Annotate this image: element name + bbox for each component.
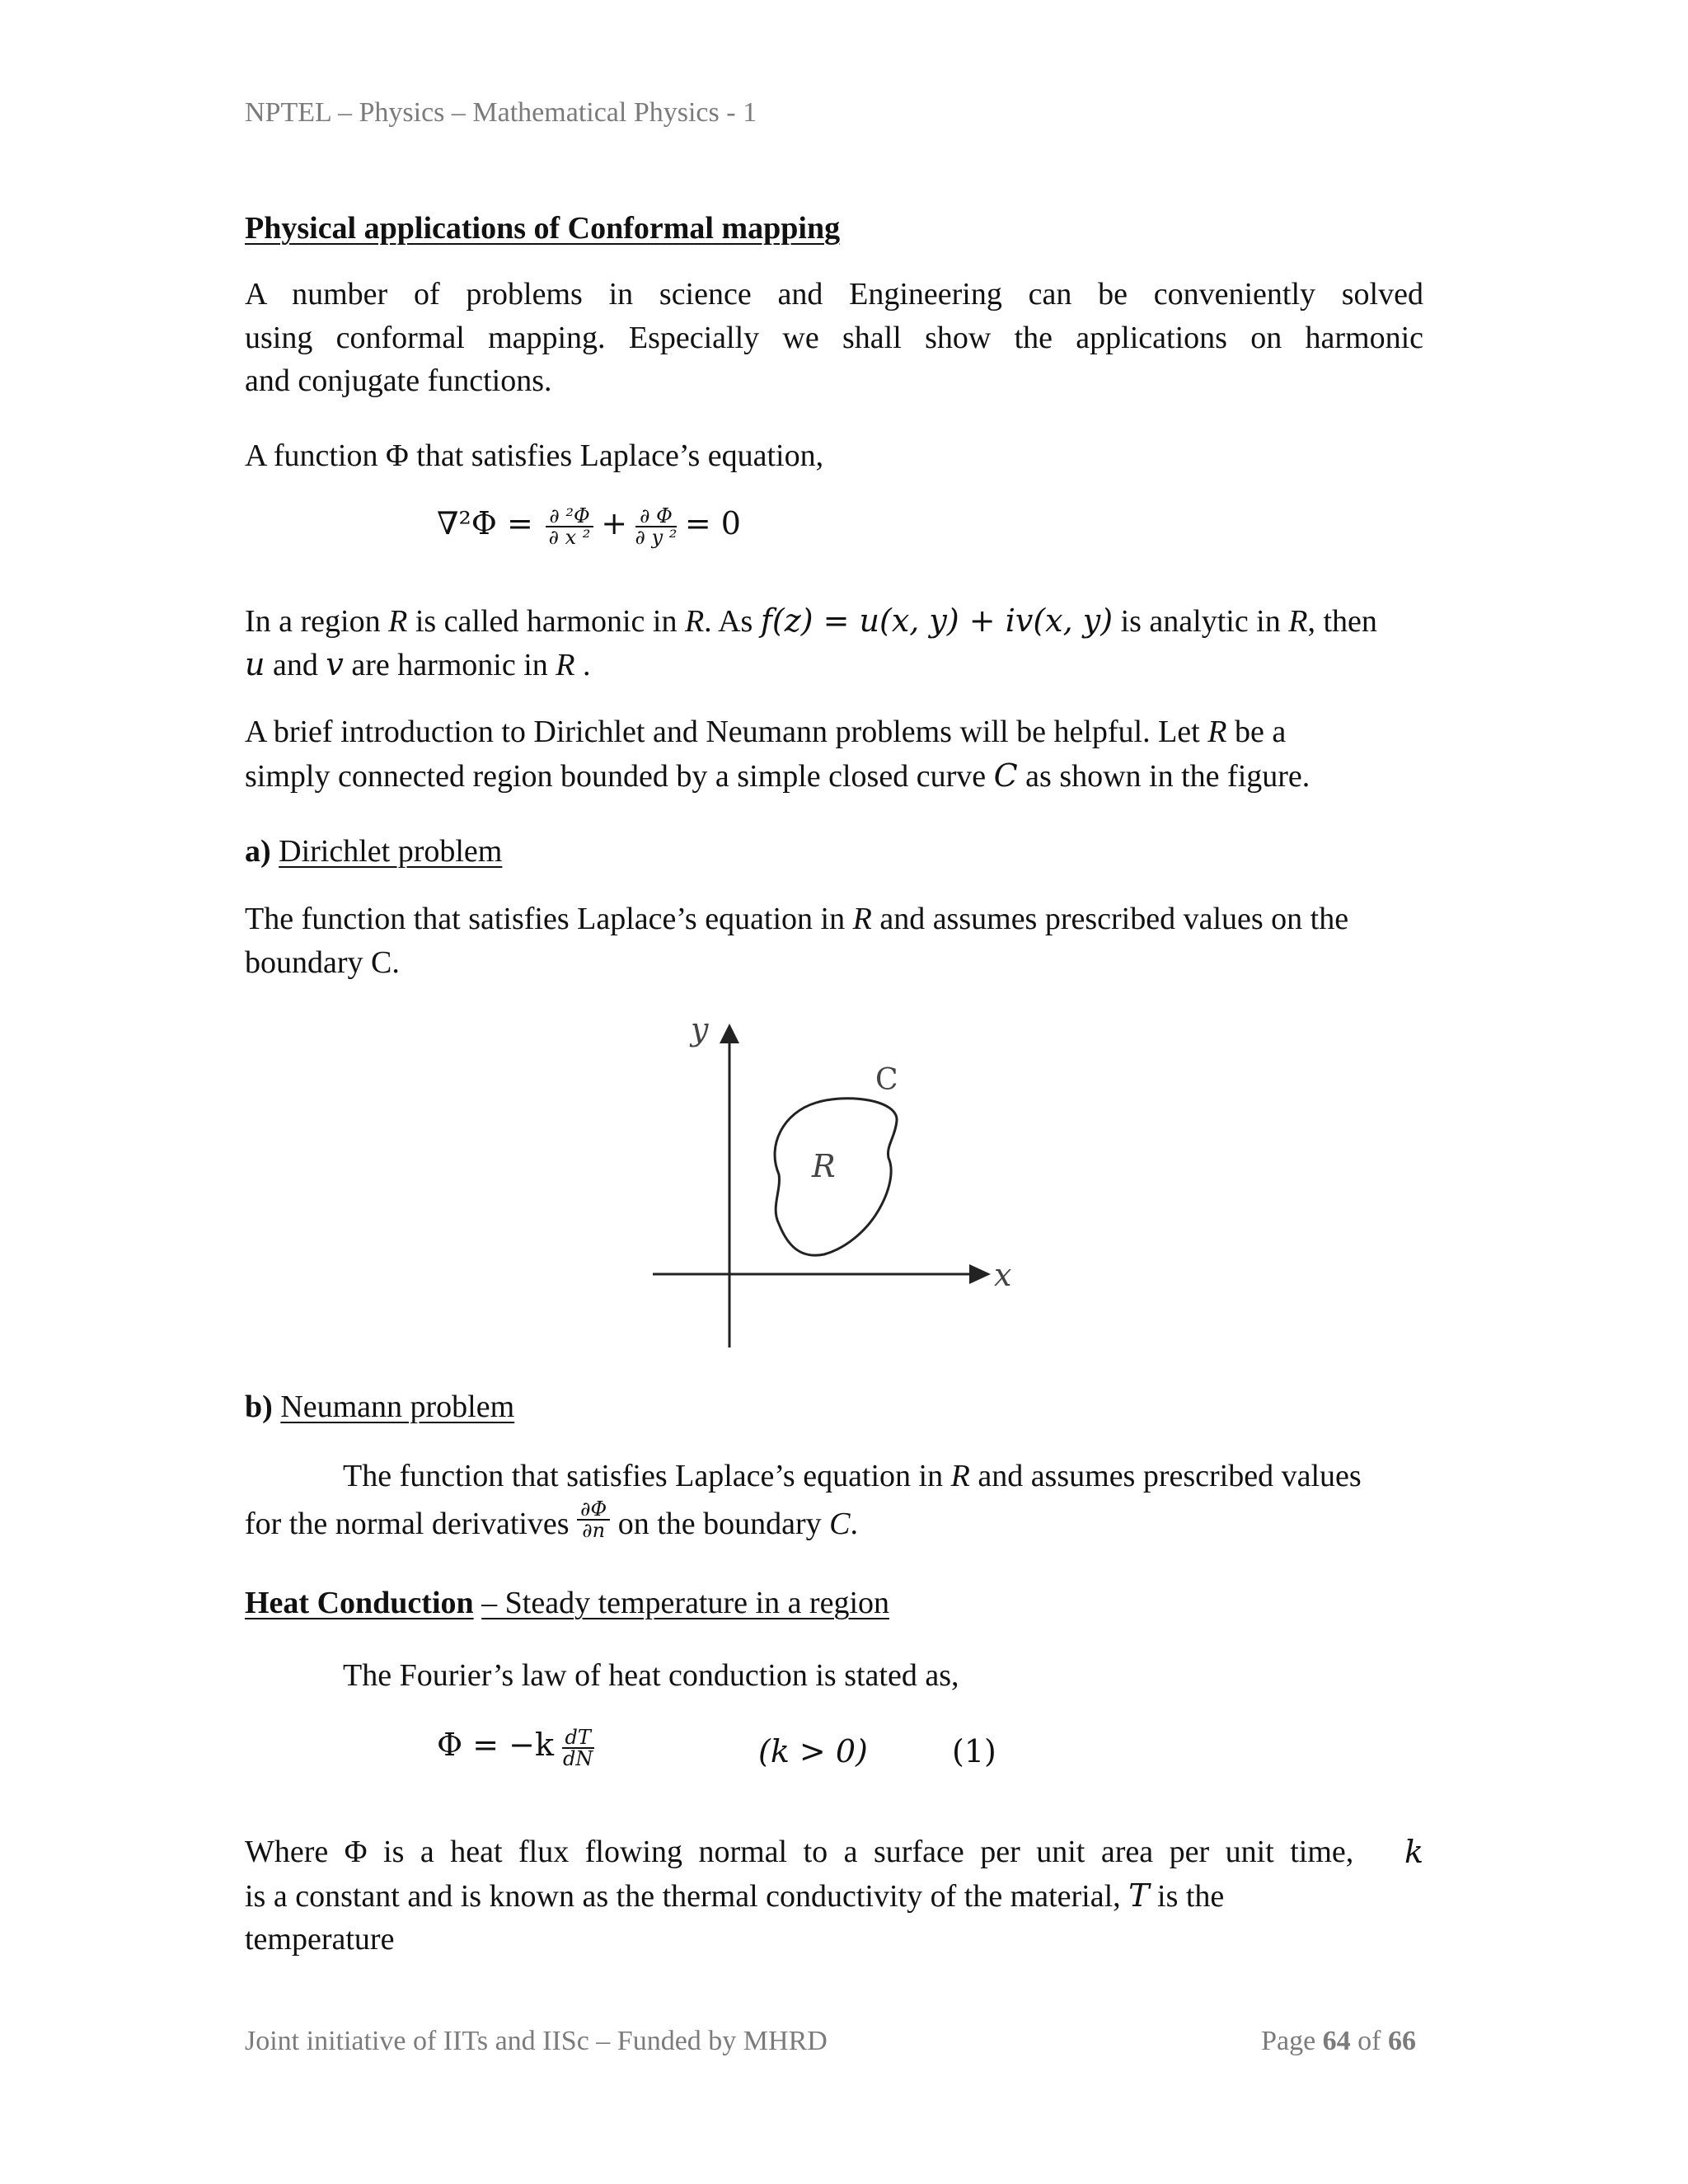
- var-T: T: [1128, 1877, 1150, 1914]
- eq-den: dN: [563, 1747, 593, 1771]
- text: . As: [704, 604, 753, 639]
- var-R: R: [1207, 715, 1227, 749]
- text: is called harmonic in: [415, 604, 678, 639]
- heat-heading: [245, 1581, 889, 1625]
- dirichlet-label: a): [245, 834, 271, 869]
- laplace-den2: ∂ y ²: [635, 526, 678, 550]
- text: , then: [1307, 604, 1377, 639]
- text: A brief introduction to Dirichlet and Neumann problems will be helpful. Let: [245, 715, 1200, 749]
- eq-frac: [562, 1727, 594, 1769]
- var-R: R: [852, 902, 872, 936]
- para1-line3: and conjugate functions.: [245, 363, 552, 398]
- text: on the boundary: [617, 1507, 822, 1541]
- laplace-frac-1: [546, 504, 593, 550]
- analytic-function: f(z) = u(x, y) + iv(x, y): [760, 602, 1114, 639]
- var-R: R: [388, 604, 408, 639]
- laplace-den1: ∂ x ²: [548, 526, 591, 550]
- var-k: k: [1404, 1834, 1423, 1870]
- curve-c: [775, 1099, 897, 1255]
- footer-left: Joint initiative of IITs and IISc – Funded by MHRD: [245, 2026, 828, 2056]
- heat-title-bold: Heat Conduction: [245, 1586, 474, 1620]
- var-u: u: [245, 646, 265, 682]
- where-line1: [245, 1830, 1423, 1874]
- var-C: C: [993, 757, 1018, 794]
- eq-condition: (k > 0): [758, 1733, 868, 1769]
- page-word: Page: [1261, 2026, 1316, 2056]
- heat-title-rest: – Steady temperature in a region: [481, 1586, 890, 1620]
- text: be a: [1234, 715, 1287, 749]
- var-R: R: [1288, 604, 1308, 639]
- text: The function that satisfies Laplace’s equation in: [245, 902, 846, 936]
- eq-lhs: Φ = −k: [437, 1727, 555, 1763]
- neumann-line1: [343, 1454, 1362, 1498]
- neumann-label: b): [245, 1390, 273, 1424]
- where-line2: [245, 1873, 1224, 1919]
- text: Where Φ is a heat flux flowing normal to a surface per unit area per unit time,: [245, 1835, 1354, 1869]
- curve-c-label: C: [875, 1063, 898, 1097]
- neumann-line2: [245, 1497, 858, 1547]
- neumann-title: Neumann problem: [280, 1390, 515, 1424]
- dirichlet-title: Dirichlet problem: [279, 834, 503, 869]
- text: are harmonic in: [351, 648, 548, 682]
- frac-num: ∂Φ: [577, 1499, 610, 1521]
- footer-page: [1261, 2026, 1416, 2057]
- page-header: NPTEL – Physics – Mathematical Physics - 1: [245, 97, 757, 128]
- para1-line2: using conformal mapping. Especially we shall show the applications on harmonic: [245, 321, 1423, 355]
- text: and assumes prescribed values: [978, 1459, 1362, 1493]
- text: is analytic in: [1120, 604, 1281, 639]
- laplace-rhs: = 0: [684, 505, 741, 541]
- var-R: R: [684, 604, 705, 639]
- region-figure: [643, 1014, 1039, 1360]
- neumann-heading: [245, 1385, 514, 1429]
- x-axis-label: x: [994, 1257, 1012, 1293]
- laplace-lhs: ∇²Φ =: [437, 505, 533, 541]
- text: In a region: [245, 604, 381, 639]
- var-R: R: [950, 1459, 970, 1493]
- text: .: [583, 648, 591, 682]
- text: .: [850, 1507, 858, 1541]
- of-word: of: [1357, 2026, 1381, 2056]
- region-r-label: R: [812, 1148, 836, 1184]
- heat-intro: The Fourier’s law of heat conduction is stated as,: [343, 1658, 959, 1693]
- frac-den: ∂n: [582, 1519, 606, 1543]
- text: simply connected region bounded by a simple closed curve: [245, 759, 987, 794]
- laplace-num2: ∂ Φ: [635, 506, 678, 527]
- fourier-equation: [437, 1722, 594, 1769]
- x-axis-arrow: [969, 1264, 991, 1284]
- text: for the normal derivatives: [245, 1507, 570, 1541]
- laplace-plus: +: [601, 505, 628, 541]
- text: is a constant and is known as the thermal conductivity of the material,: [245, 1879, 1121, 1914]
- para1-line1: A number of problems in science and Engineering can be conveniently solved: [245, 277, 1423, 312]
- y-axis-arrow: [720, 1024, 739, 1043]
- text: as shown in the figure.: [1025, 759, 1311, 794]
- dirichlet-line2: boundary C.: [245, 945, 400, 980]
- text: is the: [1157, 1879, 1225, 1914]
- normal-derivative-frac: [577, 1497, 610, 1543]
- para2: A function Φ that satisfies Laplace’s equation,: [245, 438, 824, 473]
- para4-line1: [245, 710, 1286, 754]
- page-total: 66: [1388, 2026, 1416, 2056]
- para4-line2: [245, 753, 1310, 799]
- para3-line1: [245, 598, 1377, 644]
- var-v: v: [326, 646, 344, 682]
- section-heading: Physical applications of Conformal mapping: [245, 211, 841, 246]
- var-R: R: [556, 648, 575, 682]
- dirichlet-line1: [245, 897, 1348, 941]
- text: and: [272, 648, 318, 682]
- para3-line2: [245, 642, 591, 687]
- eq-number: (1): [952, 1733, 996, 1769]
- y-axis-label: y: [691, 1014, 709, 1047]
- laplace-frac-2: [635, 504, 678, 550]
- dirichlet-heading: [245, 829, 502, 874]
- var-C: C: [829, 1507, 851, 1541]
- laplace-equation: [437, 501, 741, 550]
- eq-num: dT: [562, 1727, 594, 1749]
- laplace-num1: ∂ ²Φ: [546, 506, 593, 527]
- page-number: 64: [1322, 2026, 1351, 2056]
- text: and assumes prescribed values on the: [879, 902, 1349, 936]
- where-line3: temperature: [245, 1922, 395, 1957]
- text: The function that satisfies Laplace’s equation in: [343, 1459, 944, 1493]
